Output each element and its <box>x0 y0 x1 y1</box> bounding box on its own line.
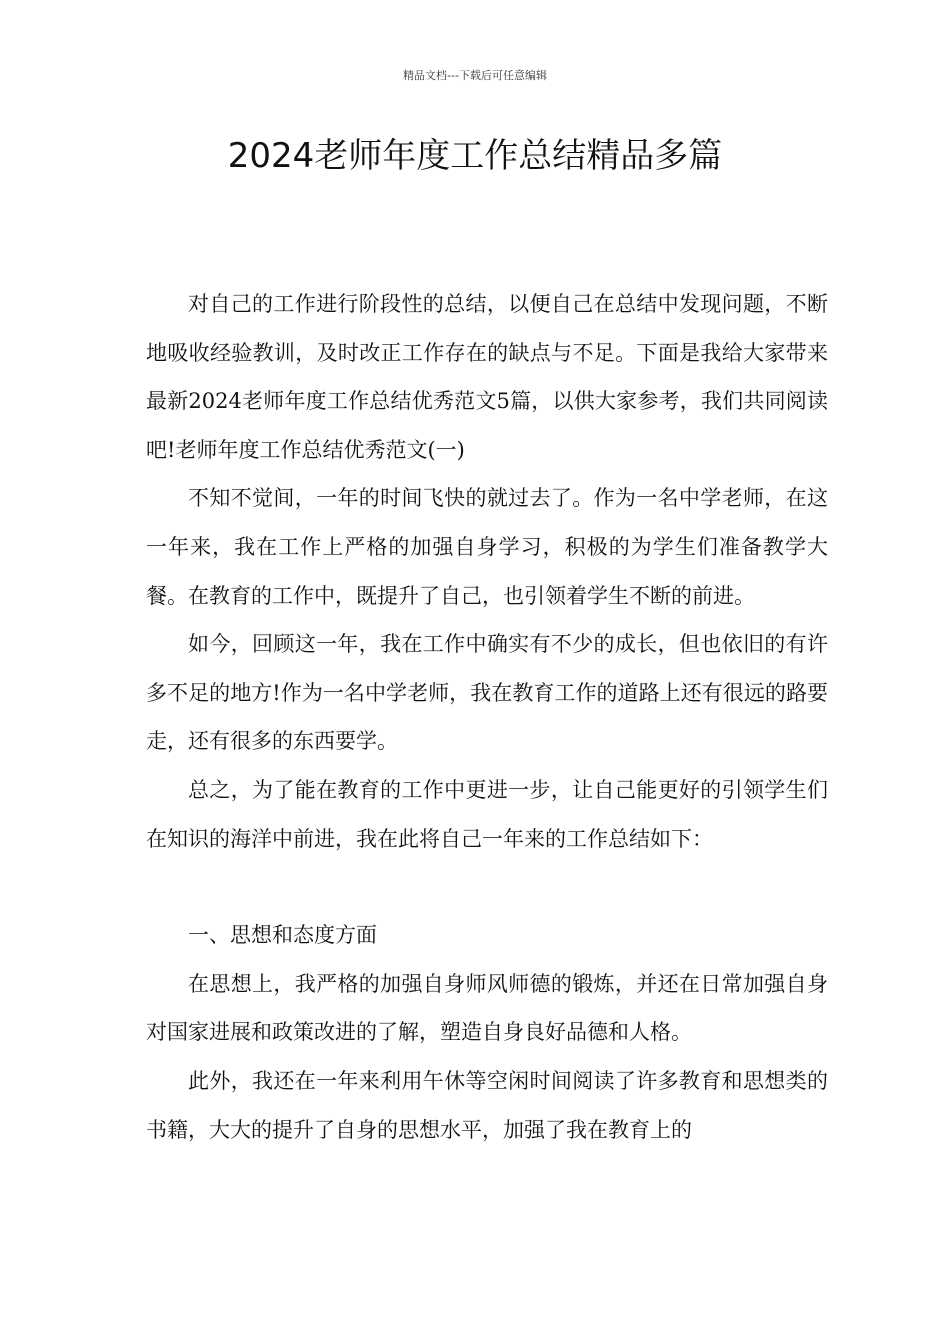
paragraph-intro: 对自己的工作进行阶段性的总结，以便自己在总结中发现问题，不断地吸收经验教训，及时改正工作存在的缺点与不足。下面是我给大家带来最新2024老师年度工作总结优秀范文5篇，以供大家参考，我们共同阅读吧!老师年度工作总结优秀范文(一) <box>146 292 828 462</box>
paragraph-3: 如今，回顾这一年，我在工作中确实有不少的成长，但也依旧的有许多不足的地方!作为一名中学老师，我在教育工作的道路上还有很远的路要走，还有很多的东西要学。 <box>146 632 828 754</box>
document-title: 2024老师年度工作总结精品多篇 <box>227 136 723 176</box>
section-1-paragraph-1: 在思想上，我严格的加强自身师风师德的锻炼，并还在日常加强自身对国家进展和政策改进的了解，塑造自身良好品德和人格。 <box>146 971 828 1045</box>
header-note: 精品文档---下载后可任意编辑 <box>403 69 547 82</box>
section-heading-1: 一、思想和态度方面 <box>188 923 377 948</box>
paragraph-4: 总之，为了能在教育的工作中更进一步，让自己能更好的引领学生们在知识的海洋中前进，我在此将自己一年来的工作总结如下： <box>146 777 828 851</box>
document-body <box>146 280 828 1154</box>
section-1-paragraph-2: 此外，我还在一年来利用午休等空闲时间阅读了许多教育和思想类的书籍，大大的提升了自身的思想水平，加强了我在教育上的 <box>146 1068 828 1142</box>
paragraph-2: 不知不觉间，一年的时间飞快的就过去了。作为一名中学老师，在这一年来，我在工作上严格的加强自身学习，积极的为学生们准备教学大餐。在教育的工作中，既提升了自己，也引领着学生不断的前进。 <box>146 486 828 608</box>
